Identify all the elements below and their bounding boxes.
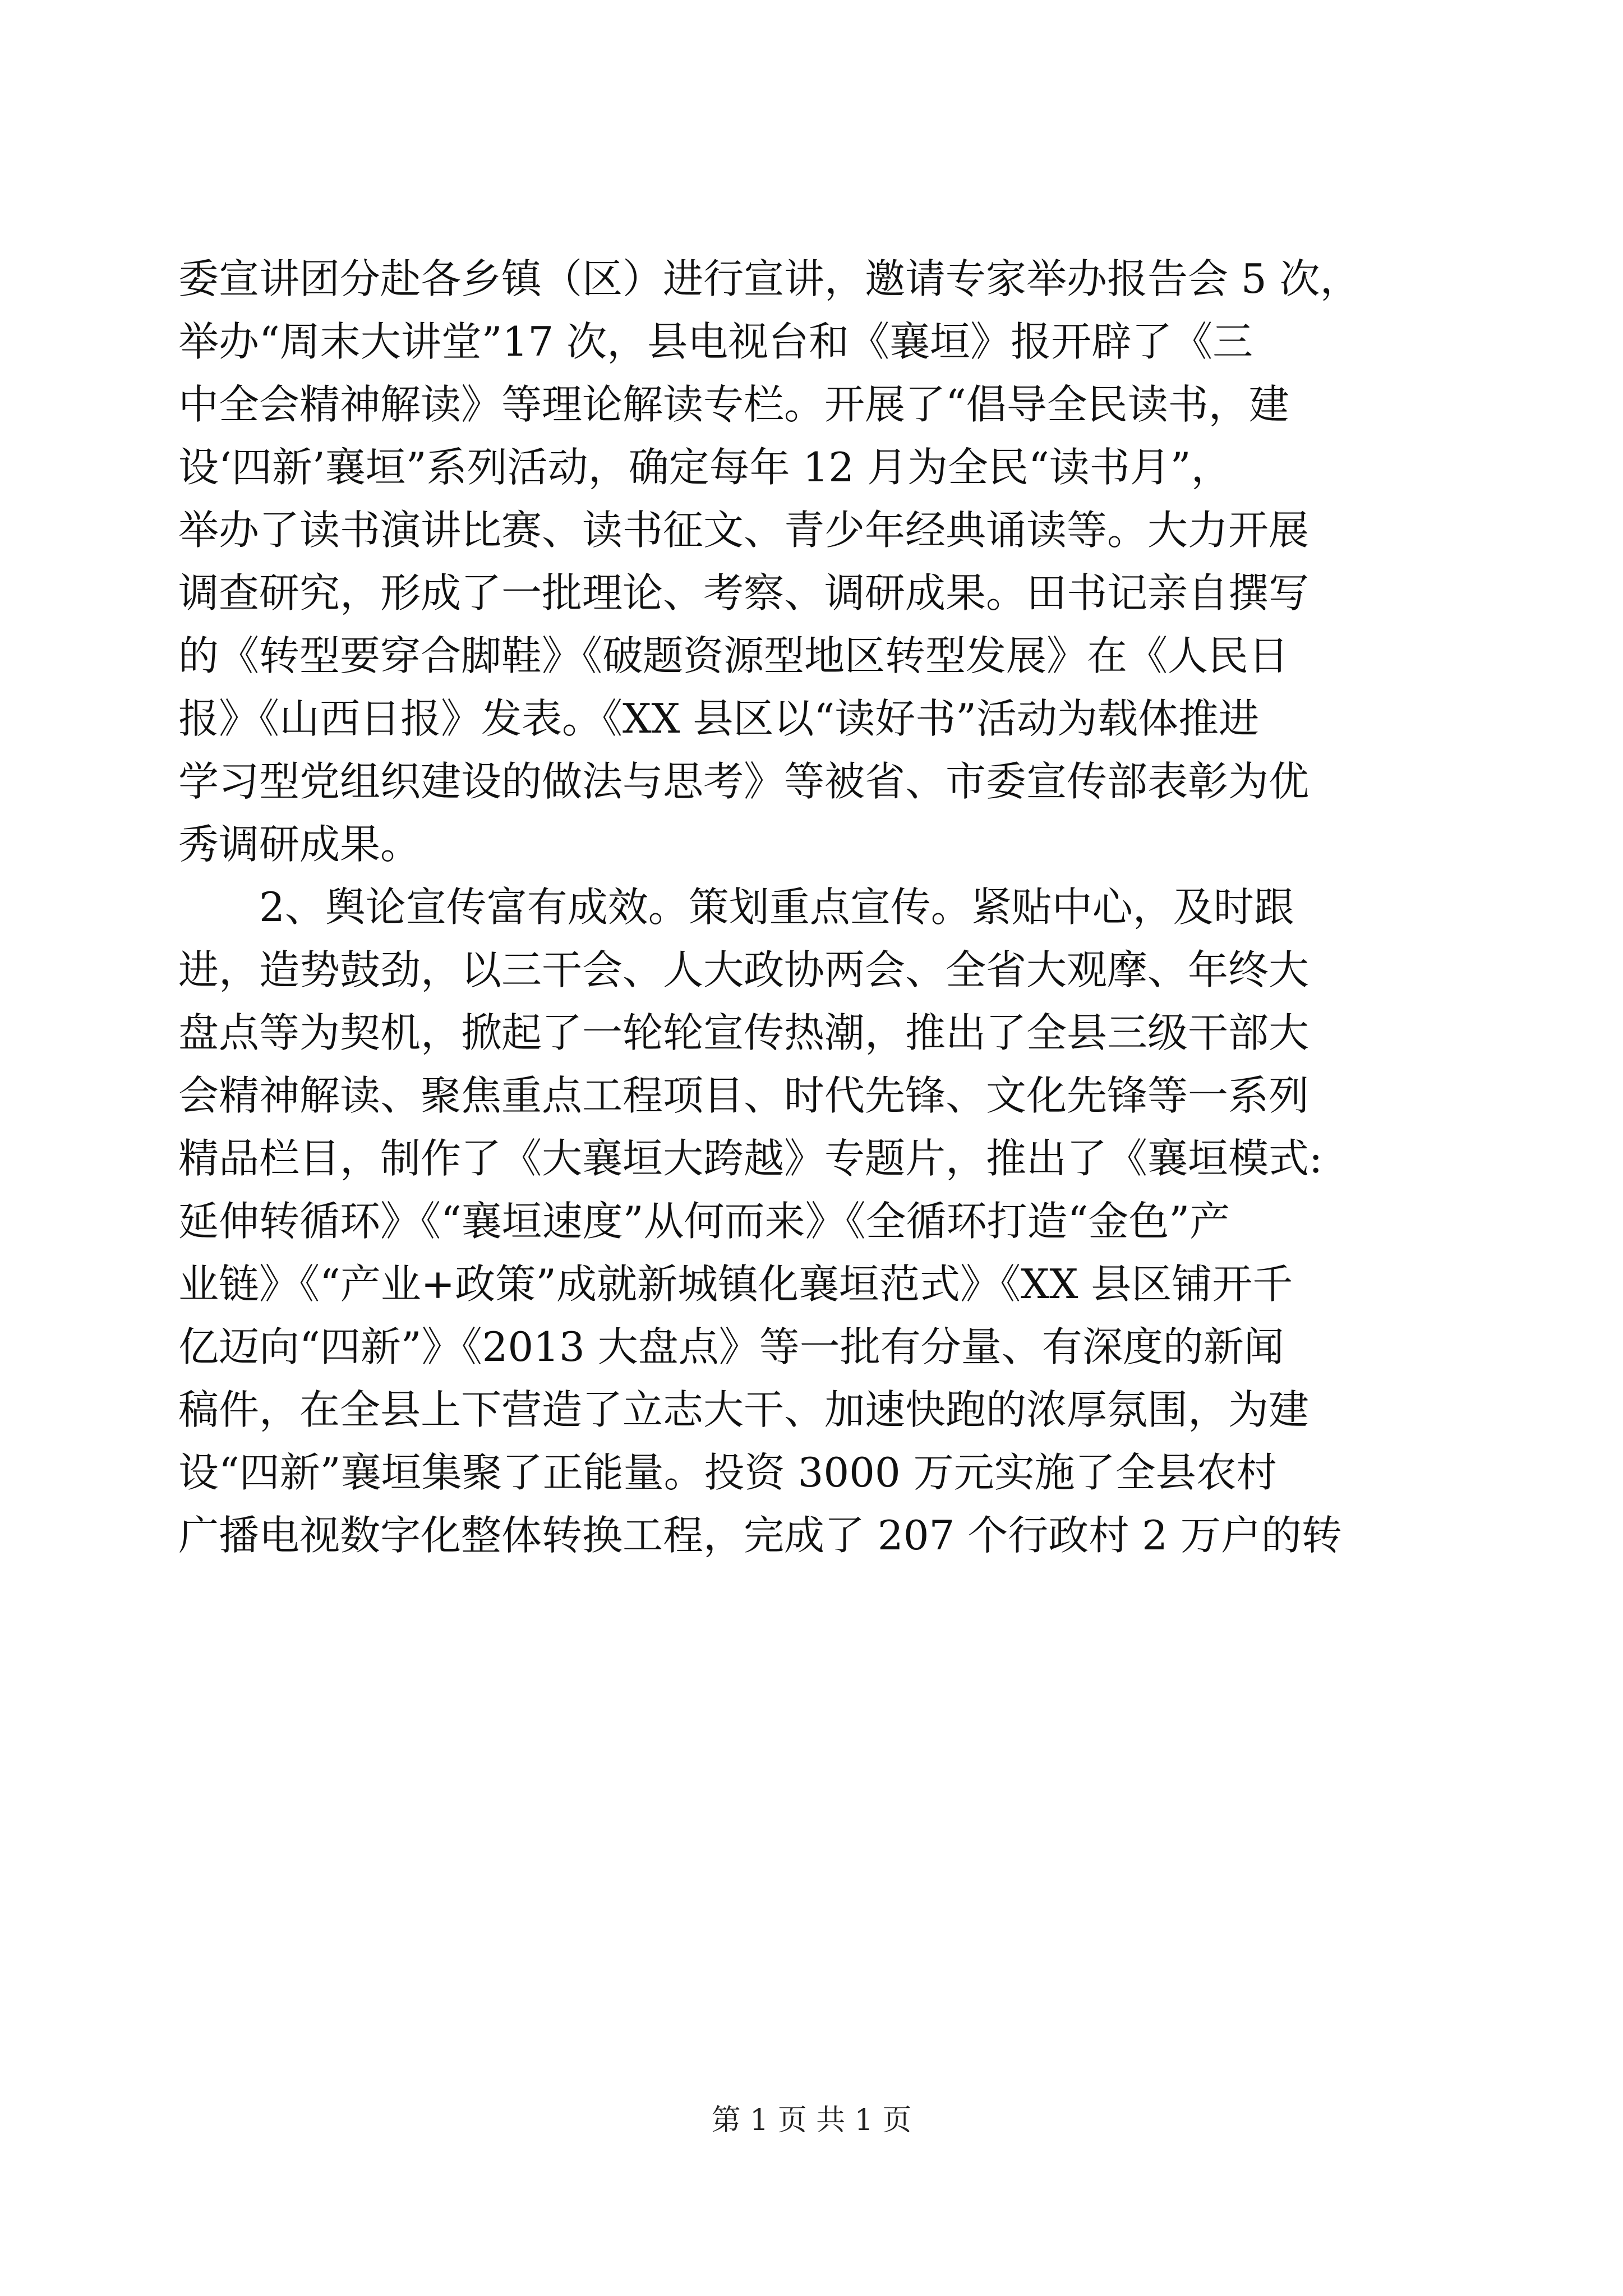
page-number-footer: 第 1 页 共 1 页: [711, 2104, 912, 2137]
paragraph-2-line: 业链》《“产业+政策”成就新城镇化襄垣范式》《XX 县区铺开千: [178, 1260, 1293, 1308]
paragraph-1-line: 学习型党组织建设的做法与思考》等被省、市委宣传部表彰为优: [178, 758, 1310, 805]
paragraph-2-line: 延伸转循环》《“襄垣速度”从何而来》《全循环打造“金色”产: [178, 1198, 1230, 1245]
paragraph-2-line: 广播电视数字化整体转换工程，完成了 207 个行政村 2 万户的转: [178, 1512, 1342, 1559]
paragraph-1-line: 中全会精神解读》等理论解读专栏。开展了“倡导全民读书，建: [178, 381, 1289, 428]
paragraph-1-line: 的《转型要穿合脚鞋》《破题资源型地区转型发展》在《人民日: [178, 632, 1289, 679]
paragraph-2-line: 亿迈向“四新”》《2013 大盘点》等一批有分量、有深度的新闻: [178, 1323, 1284, 1370]
paragraph-1-line: 秀调研成果。: [178, 821, 421, 868]
document-body: [178, 247, 1445, 1567]
paragraph-1-line: 报》《山西日报》发表。《XX 县区以“读好书”活动为载体推进: [178, 695, 1260, 742]
paragraph-1-line: 设‘四新’襄垣”系列活动，确定每年 12 月为全民“读书月”，: [178, 444, 1232, 491]
paragraph-2-line: 会精神解读、聚焦重点工程项目、时代先锋、文化先锋等一系列: [178, 1072, 1310, 1119]
paragraph-1-line: 委宣讲团分赴各乡镇（区）进行宣讲，邀请专家举办报告会 5 次，: [178, 255, 1361, 302]
paragraph-2-line: 盘点等为契机，掀起了一轮轮宣传热潮，推出了全县三级干部大: [178, 1009, 1310, 1056]
paragraph-1-line: 举办了读书演讲比赛、读书征文、青少年经典诵读等。大力开展: [178, 507, 1310, 554]
paragraph-2-line: 精品栏目，制作了《大襄垣大跨越》专题片，推出了《襄垣模式:: [178, 1135, 1323, 1182]
paragraph-2-line: 进，造势鼓劲，以三干会、人大政协两会、全省大观摩、年终大: [178, 946, 1310, 993]
paragraph-2-line: 2、舆论宣传富有成效。策划重点宣传。紧贴中心，及时跟: [259, 884, 1294, 931]
paragraph-1-line: 举办“周末大讲堂”17 次，县电视台和《襄垣》报开辟了《三: [178, 318, 1253, 365]
paragraph-2-line: 稿件，在全县上下营造了立志大干、加速快跑的浓厚氛围，为建: [178, 1386, 1310, 1433]
paragraph-1-line: 调查研究，形成了一批理论、考察、调研成果。田书记亲自撰写: [178, 569, 1310, 616]
paragraph-2-line: 设“四新”襄垣集聚了正能量。投资 3000 万元实施了全县农村: [178, 1449, 1277, 1496]
